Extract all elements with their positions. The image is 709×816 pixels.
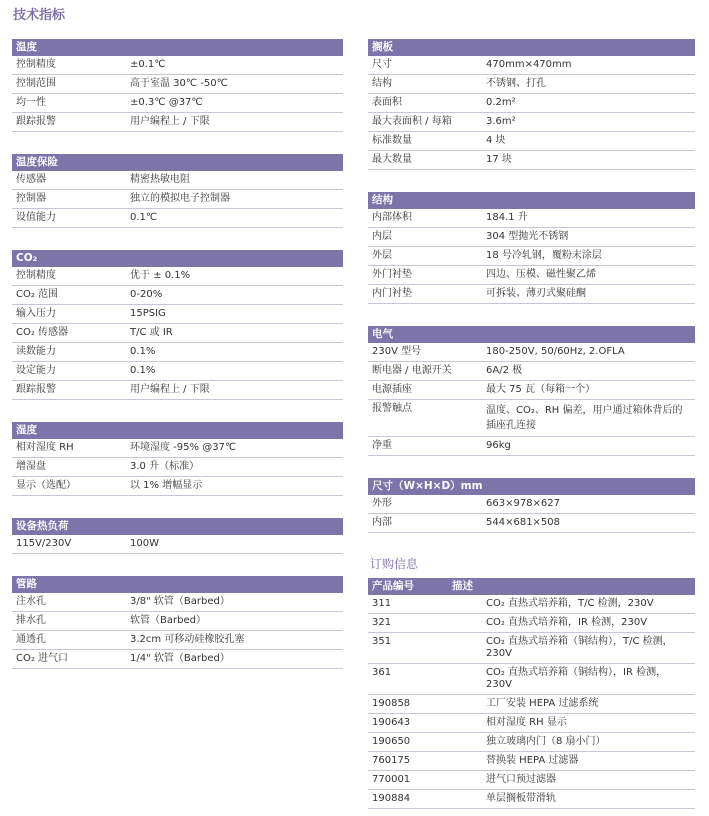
spec-row xyxy=(12,267,343,286)
spec-row xyxy=(12,94,343,113)
spec-label: 控制范围 xyxy=(16,78,56,89)
spec-value: 184.1 升 xyxy=(486,212,528,223)
spec-value: 0-20% xyxy=(130,289,163,300)
order-desc: CO₂ 直热式培养箱（铜结构），T/C 检测，230V xyxy=(486,636,673,659)
spec-label: 内部体积 xyxy=(372,212,412,223)
section-header: 搁板 xyxy=(368,39,695,56)
spec-row xyxy=(368,94,695,113)
spec-value: 以 1% 增幅显示 xyxy=(130,480,203,491)
spec-label: 设值能力 xyxy=(16,212,56,223)
order-code: 361 xyxy=(372,667,392,678)
spec-row xyxy=(12,171,343,190)
order-desc: 进气口预过滤器 xyxy=(486,774,556,785)
spec-row xyxy=(368,400,695,437)
right-column xyxy=(368,39,695,809)
order-desc: 替换装 HEPA 过滤器 xyxy=(486,755,579,766)
spec-row xyxy=(368,285,695,304)
spec-label: 控制精度 xyxy=(16,59,56,70)
spec-section xyxy=(12,154,343,228)
spec-row xyxy=(12,190,343,209)
spec-label: 115V/230V xyxy=(16,538,72,549)
spec-label: 输入压力 xyxy=(16,308,56,319)
spec-row xyxy=(12,75,343,94)
spec-row xyxy=(12,286,343,305)
spec-value: 四边、压模、磁性聚乙烯 xyxy=(486,269,596,280)
spec-row xyxy=(368,437,695,456)
order-row xyxy=(368,733,695,752)
spec-label: 尺寸 xyxy=(372,59,392,70)
spec-label: 跟踪报警 xyxy=(16,116,56,127)
order-code: 190643 xyxy=(372,717,411,728)
spec-section xyxy=(368,39,695,170)
spec-row xyxy=(368,151,695,170)
spec-row xyxy=(368,209,695,228)
section-header: 结构 xyxy=(368,192,695,209)
spec-value: 用户编程上 / 下限 xyxy=(130,384,210,395)
section-header: 尺寸（W×H×D）mm xyxy=(368,478,695,495)
spec-value: 3/8" 软管（Barbed） xyxy=(130,596,230,607)
spec-value: 4 块 xyxy=(486,135,506,146)
spec-label: 电源插座 xyxy=(372,384,412,395)
left-column xyxy=(12,39,343,691)
order-code: 321 xyxy=(372,617,392,628)
spec-row xyxy=(368,56,695,75)
spec-value: 0.1% xyxy=(130,346,156,357)
order-row xyxy=(368,664,695,695)
spec-value: 最大 75 瓦（每箱一个） xyxy=(486,384,596,395)
order-code: 190650 xyxy=(372,736,411,747)
order-desc: 工厂安装 HEPA 过滤系统 xyxy=(486,698,599,709)
spec-value: 环境湿度 -95% @37℃ xyxy=(130,442,237,453)
spec-value: 96kg xyxy=(486,440,511,451)
spec-label: 注水孔 xyxy=(16,596,46,607)
order-desc: CO₂ 直热式培养箱，T/C 检测，230V xyxy=(486,598,654,609)
spec-value: 0.2m² xyxy=(486,97,516,108)
order-code: 351 xyxy=(372,636,392,647)
spec-label: 结构 xyxy=(372,78,392,89)
spec-label: CO₂ 进气口 xyxy=(16,653,69,664)
spec-row xyxy=(12,305,343,324)
spec-value: 高于室温 30℃ -50℃ xyxy=(130,78,228,89)
spec-row xyxy=(368,75,695,94)
order-desc: 独立玻璃内门（8 扇小门） xyxy=(486,736,606,747)
order-code: 311 xyxy=(372,598,392,609)
spec-value: T/C 或 IR xyxy=(130,327,173,338)
spec-label: 净重 xyxy=(372,440,392,451)
spec-value: 优于 ± 0.1% xyxy=(130,270,191,281)
order-desc: CO₂ 直热式培养箱（铜结构），IR 检测，230V xyxy=(486,667,667,690)
spec-row xyxy=(368,362,695,381)
spec-label: 读数能力 xyxy=(16,346,56,357)
order-desc: 相对湿度 RH 显示 xyxy=(486,717,567,728)
spec-row xyxy=(12,477,343,496)
spec-row xyxy=(12,381,343,400)
spec-label: 显示（选配） xyxy=(16,480,76,491)
spec-row xyxy=(12,458,343,477)
spec-row xyxy=(12,362,343,381)
spec-row xyxy=(12,56,343,75)
order-row xyxy=(368,695,695,714)
order-code: 770001 xyxy=(372,774,411,785)
spec-label: 相对湿度 RH xyxy=(16,442,74,453)
section-header: 温度保险 xyxy=(12,154,343,171)
spec-row xyxy=(12,631,343,650)
spec-row xyxy=(12,343,343,362)
spec-row xyxy=(368,132,695,151)
spec-label: 报警触点 xyxy=(372,403,412,414)
spec-row xyxy=(12,439,343,458)
order-row xyxy=(368,752,695,771)
order-code: 190884 xyxy=(372,793,411,804)
spec-value: 470mm×470mm xyxy=(486,59,572,70)
spec-row xyxy=(12,113,343,132)
spec-label: 控制器 xyxy=(16,193,46,204)
spec-label: 外层 xyxy=(372,250,392,261)
spec-label: 内部 xyxy=(372,517,392,528)
spec-label: 内层 xyxy=(372,231,392,242)
spec-row xyxy=(12,612,343,631)
order-row xyxy=(368,714,695,733)
spec-value: 3.6m² xyxy=(486,116,516,127)
spec-section xyxy=(12,518,343,554)
spec-value: 3.2cm 可移动硅橡胶孔塞 xyxy=(130,634,245,645)
spec-row xyxy=(12,324,343,343)
spec-label: 外门衬垫 xyxy=(372,269,412,280)
spec-value: 304 型抛光不锈钢 xyxy=(486,231,569,242)
spec-value: ±0.1℃ xyxy=(130,59,166,70)
order-row xyxy=(368,771,695,790)
page-title: 技术指标 xyxy=(13,8,66,23)
spec-label: 传感器 xyxy=(16,174,46,185)
spec-row xyxy=(368,247,695,266)
spec-row xyxy=(368,495,695,514)
spec-row xyxy=(12,209,343,228)
spec-section xyxy=(12,576,343,669)
spec-label: 表面积 xyxy=(372,97,402,108)
spec-value: 0.1℃ xyxy=(130,212,158,223)
spec-value: 18 号冷轧钢，覆粉末涂层 xyxy=(486,250,602,261)
spec-value: 180-250V, 50/60Hz, 2.OFLA xyxy=(486,346,625,357)
spec-value: 独立的模拟电子控制器 xyxy=(130,193,230,204)
spec-section xyxy=(368,478,695,533)
spec-value: 15PSIG xyxy=(130,308,166,319)
spec-value: 1/4" 软管（Barbed） xyxy=(130,653,230,664)
section-header: CO₂ xyxy=(12,250,343,267)
spec-value: 不锈钢、打孔 xyxy=(486,78,546,89)
spec-label: 标准数量 xyxy=(372,135,412,146)
spec-section xyxy=(368,326,695,456)
spec-label: 断电器 / 电源开关 xyxy=(372,365,452,376)
spec-value: 温度、CO₂、RH 偏差，用户通过箱体背后的插座孔连接 xyxy=(486,405,683,431)
spec-value: 100W xyxy=(130,538,159,549)
spec-row xyxy=(12,593,343,612)
spec-row xyxy=(368,343,695,362)
section-header: 设备热负荷 xyxy=(12,518,343,535)
spec-label: 最大表面积 / 每箱 xyxy=(372,116,452,127)
spec-row xyxy=(368,514,695,533)
spec-label: 通透孔 xyxy=(16,634,46,645)
spec-label: 外形 xyxy=(372,498,392,509)
spec-value: 软管（Barbed） xyxy=(130,615,206,626)
spec-label: 控制精度 xyxy=(16,270,56,281)
order-header-code: 产品编号 xyxy=(372,580,414,592)
order-desc: CO₂ 直热式培养箱，IR 检测，230V xyxy=(486,617,648,628)
section-header: 管路 xyxy=(12,576,343,593)
spec-row xyxy=(368,266,695,285)
order-info-section xyxy=(368,555,695,809)
spec-label: 设定能力 xyxy=(16,365,56,376)
spec-row xyxy=(368,113,695,132)
spec-label: CO₂ 传感器 xyxy=(16,327,69,338)
order-code: 760175 xyxy=(372,755,411,766)
spec-label: 内门衬垫 xyxy=(372,288,412,299)
spec-value: ±0.3℃ @37℃ xyxy=(130,97,203,108)
spec-value: 544×681×508 xyxy=(486,517,561,528)
order-row xyxy=(368,633,695,664)
spec-row xyxy=(12,650,343,669)
spec-label: CO₂ 范围 xyxy=(16,289,59,300)
spec-section xyxy=(12,39,343,132)
spec-row xyxy=(368,228,695,247)
order-info-title: 订购信息 xyxy=(370,557,419,571)
spec-section xyxy=(368,192,695,304)
spec-value: 6A/2 极 xyxy=(486,365,523,376)
spec-value: 663×978×627 xyxy=(486,498,561,509)
order-row xyxy=(368,614,695,633)
order-row xyxy=(368,790,695,809)
spec-value: 用户编程上 / 下限 xyxy=(130,116,210,127)
spec-label: 排水孔 xyxy=(16,615,46,626)
order-code: 190858 xyxy=(372,698,411,709)
spec-section xyxy=(12,422,343,496)
order-row xyxy=(368,595,695,614)
order-table-header xyxy=(368,578,695,595)
spec-label: 230V 型号 xyxy=(372,346,422,357)
spec-value: 精密热敏电阻 xyxy=(130,174,190,185)
spec-label: 最大数量 xyxy=(372,154,412,165)
order-desc: 单层搁板带滑轨 xyxy=(486,793,556,804)
section-header: 电气 xyxy=(368,326,695,343)
spec-section xyxy=(12,250,343,400)
spec-value: 可拆装、薄刃式聚硅酮 xyxy=(486,288,586,299)
order-header-desc: 描述 xyxy=(452,580,473,592)
spec-value: 17 块 xyxy=(486,154,512,165)
spec-row xyxy=(12,535,343,554)
spec-value: 3.0 升（标准） xyxy=(130,461,200,472)
spec-value: 0.1% xyxy=(130,365,156,376)
spec-row xyxy=(368,381,695,400)
spec-label: 均一性 xyxy=(16,97,46,108)
spec-label: 增湿盘 xyxy=(16,461,46,472)
spec-label: 跟踪报警 xyxy=(16,384,56,395)
section-header: 温度 xyxy=(12,39,343,56)
section-header: 湿度 xyxy=(12,422,343,439)
